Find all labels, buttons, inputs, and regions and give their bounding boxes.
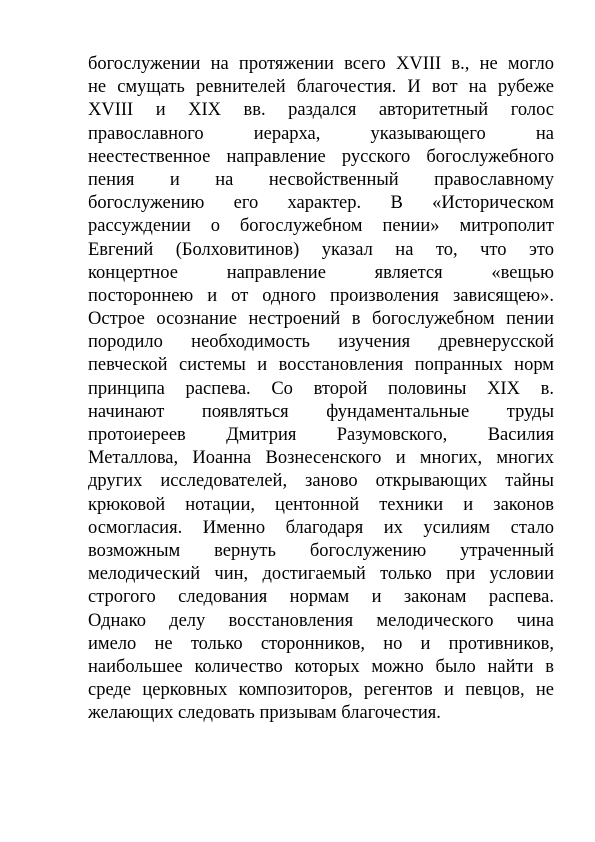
text-line: Евгений (Болховитинов) указал на то, что это — [88, 239, 554, 260]
text-line: начинают появляться фундаментальные труды — [88, 401, 554, 422]
text-line: мелодический чин, достигаемый только при условии — [88, 564, 554, 585]
body-paragraph — [88, 53, 554, 725]
text-line: строгого следования нормам и законам распева. — [88, 587, 554, 608]
text-line: среде церковных композиторов, регентов и певцов, не — [88, 680, 554, 701]
text-line: Однако делу восстановления мелодического чина — [88, 610, 554, 631]
text-line: Острое осознание нестроений в богослужебном пении — [88, 309, 554, 330]
text-line: богослужении на протяжении всего XVIII в., не могло — [88, 54, 554, 74]
text-line: возможным вернуть богослужению утраченный — [88, 540, 554, 561]
text-line: богослужению его характер. В «Историческом — [88, 193, 554, 214]
text-line: имело не только сторонников, но и противников, — [88, 633, 554, 654]
text-line: рассуждении о богослужебном пении» митрополит — [88, 216, 554, 237]
text-line: XVIII и XIX вв. раздался авторитетный голос — [88, 100, 554, 121]
text-line: принципа распева. Со второй половины XIX в. — [88, 378, 554, 399]
text-line: православного иерарха, указывающего на — [88, 123, 554, 144]
text-line: не смущать ревнителей благочестия. И вот на рубеже — [88, 77, 554, 98]
text-line: Металлова, Иоанна Вознесенского и многих, многих — [88, 448, 554, 469]
text-line: осмогласия. Именно благодаря их усилиям стало — [88, 517, 554, 538]
text-line: крюковой нотации, центонной техники и законов — [88, 494, 554, 515]
text-line: концертное направление является «вещью — [88, 262, 554, 283]
text-line: пения и на несвойственный православному — [88, 169, 554, 190]
text-line: других исследователей, заново открывающих тайны — [88, 471, 554, 492]
text-line: певческой системы и восстановления попранных норм — [88, 355, 554, 376]
text-line: породило необходимость изучения древнерусской — [88, 332, 554, 353]
text-line: протоиереев Дмитрия Разумовского, Василия — [88, 425, 554, 445]
text-line-last: желающих следовать призывам благочестия. — [88, 703, 441, 724]
text-line: неестественное направление русского богослужебного — [88, 146, 554, 167]
text-line: наибольшее количество которых можно было найти в — [88, 656, 554, 677]
text-line: постороннею и от одного произволения зависящею». — [88, 285, 554, 306]
